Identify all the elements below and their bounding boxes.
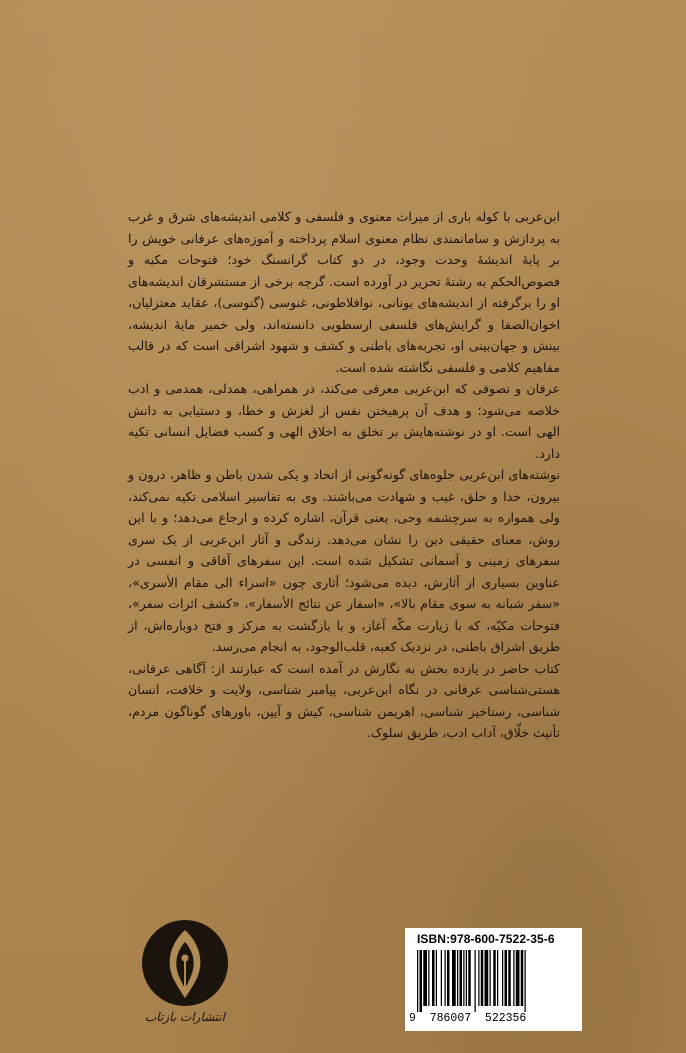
publisher-logo bbox=[140, 918, 230, 1030]
blurb-text-block bbox=[128, 206, 560, 744]
barcode-digits bbox=[409, 1012, 579, 1025]
isbn-label: ISBN:978-600-7522-35-6 bbox=[417, 932, 555, 946]
blurb-paragraph-3: نوشته‌های ابن‌عربی جلوه‌های گونه‌گونی از اتحاد و یکی شدن باطن و ظاهر، درون و بیرون، خدا و خلق، غیب و شهادت می‌باشند. وی به تفاسیر اسلامی تکیه نمی‌کند، ولی همواره به سرچشمه وحی، یعنی قرآن، اشاره کرده و ارجاع می‌دهد؛ و با این روش، معنای حقیقی دین را نشان می‌دهد. زندگی و آثار ابن‌عربی از یک سری سفرهای زمینی و آسمانی تشکیل شده است. این سفرهای آفاقی و انفسی در عناوین بسیاری از آثارش، دیده می‌شود؛ آثاری چون «اسراء الی مقام الأسری»، «سفر شبانه به سوی مقام بالا»، «اسفار عن نتائج الأسفار»، «کشف اثرات سفر»، فتوحات مکیّه، که با زیارت مکّه آغاز، و با بازگشت به مرکز و فتح دوباره‌اش، از طریق اشراق باطنی، در نزدیک کعبه، قلب‌الوجود، به انجام می‌رسد. bbox=[128, 467, 560, 654]
isbn-barcode bbox=[405, 928, 582, 1031]
barcode-digit-group: 786007 522356 bbox=[429, 1012, 527, 1025]
barcode-lead-digit: 9 bbox=[409, 1012, 416, 1025]
barcode-bars bbox=[415, 950, 573, 1012]
blurb-paragraph-1: ابن‌عربی با کوله باری از میراث معنوی و فلسفی و کلامی اندیشه‌های شرق و غرب به پردازش و سامانمندی نظام معنوی اسلام پرداخته و آموزه‌های عرفانی خویش را بر پایهٔ اندیشهٔ وحدت وجود، در دو کتاب گرانسنگ خود؛ فتوحات مکیه و فصوص‌الحکم به رشتهٔ تحریر در آورده است. گرچه برخی از مستشرقان اندیشه‌های او را برگرفته از اندیشه‌های یونانی، نوافلاطونی، غنوسی (گنوسی)، عقاید معتزلیان، اخوان‌الصفا و گرایش‌های فلسفی ارسطویی دانسته‌اند، ولی خمیر مایهٔ اندیشه، بینش و جهان‌بینی او، تجربه‌های باطنی و کشف و شهود اشراقی است که در قالب مفاهیم کلامی و فلسفی نگاشته شده است. bbox=[128, 209, 560, 375]
pen-nib-logo-icon bbox=[140, 918, 230, 1008]
blurb-paragraph-2: عرفان و تصوفی که ابن‌عربی معرفی می‌کند، در همراهی، همدلی، همدمی و ادب خلاصه می‌شود؛ و هدف آن پرهیختن نفس از لغزش و خطا، و دستیابی به دانش الهی است. او در نوشته‌هایش بر تخلق به اخلاق الهی و کسب فضایل انسانی تکیه دارد. bbox=[128, 381, 560, 461]
publisher-name: انتشارات بازتاب bbox=[145, 1010, 225, 1024]
blurb-paragraph-4: کتاب حاضر در یازده بخش به نگارش در آمده است که عبارتند از: آگاهی عرفانی، هستی‌شناسی عرفانی در نگاه ابن‌عربی، پیامبر شناسی، ولایت و خلافت، انسان شناسی، رستاخیز شناسی، اهریمن شناسی، کیش و آیین، باورهای گوناگون مردم، تأنیث خلّاق، آداب ادب، طریق سلوک. bbox=[128, 660, 560, 740]
